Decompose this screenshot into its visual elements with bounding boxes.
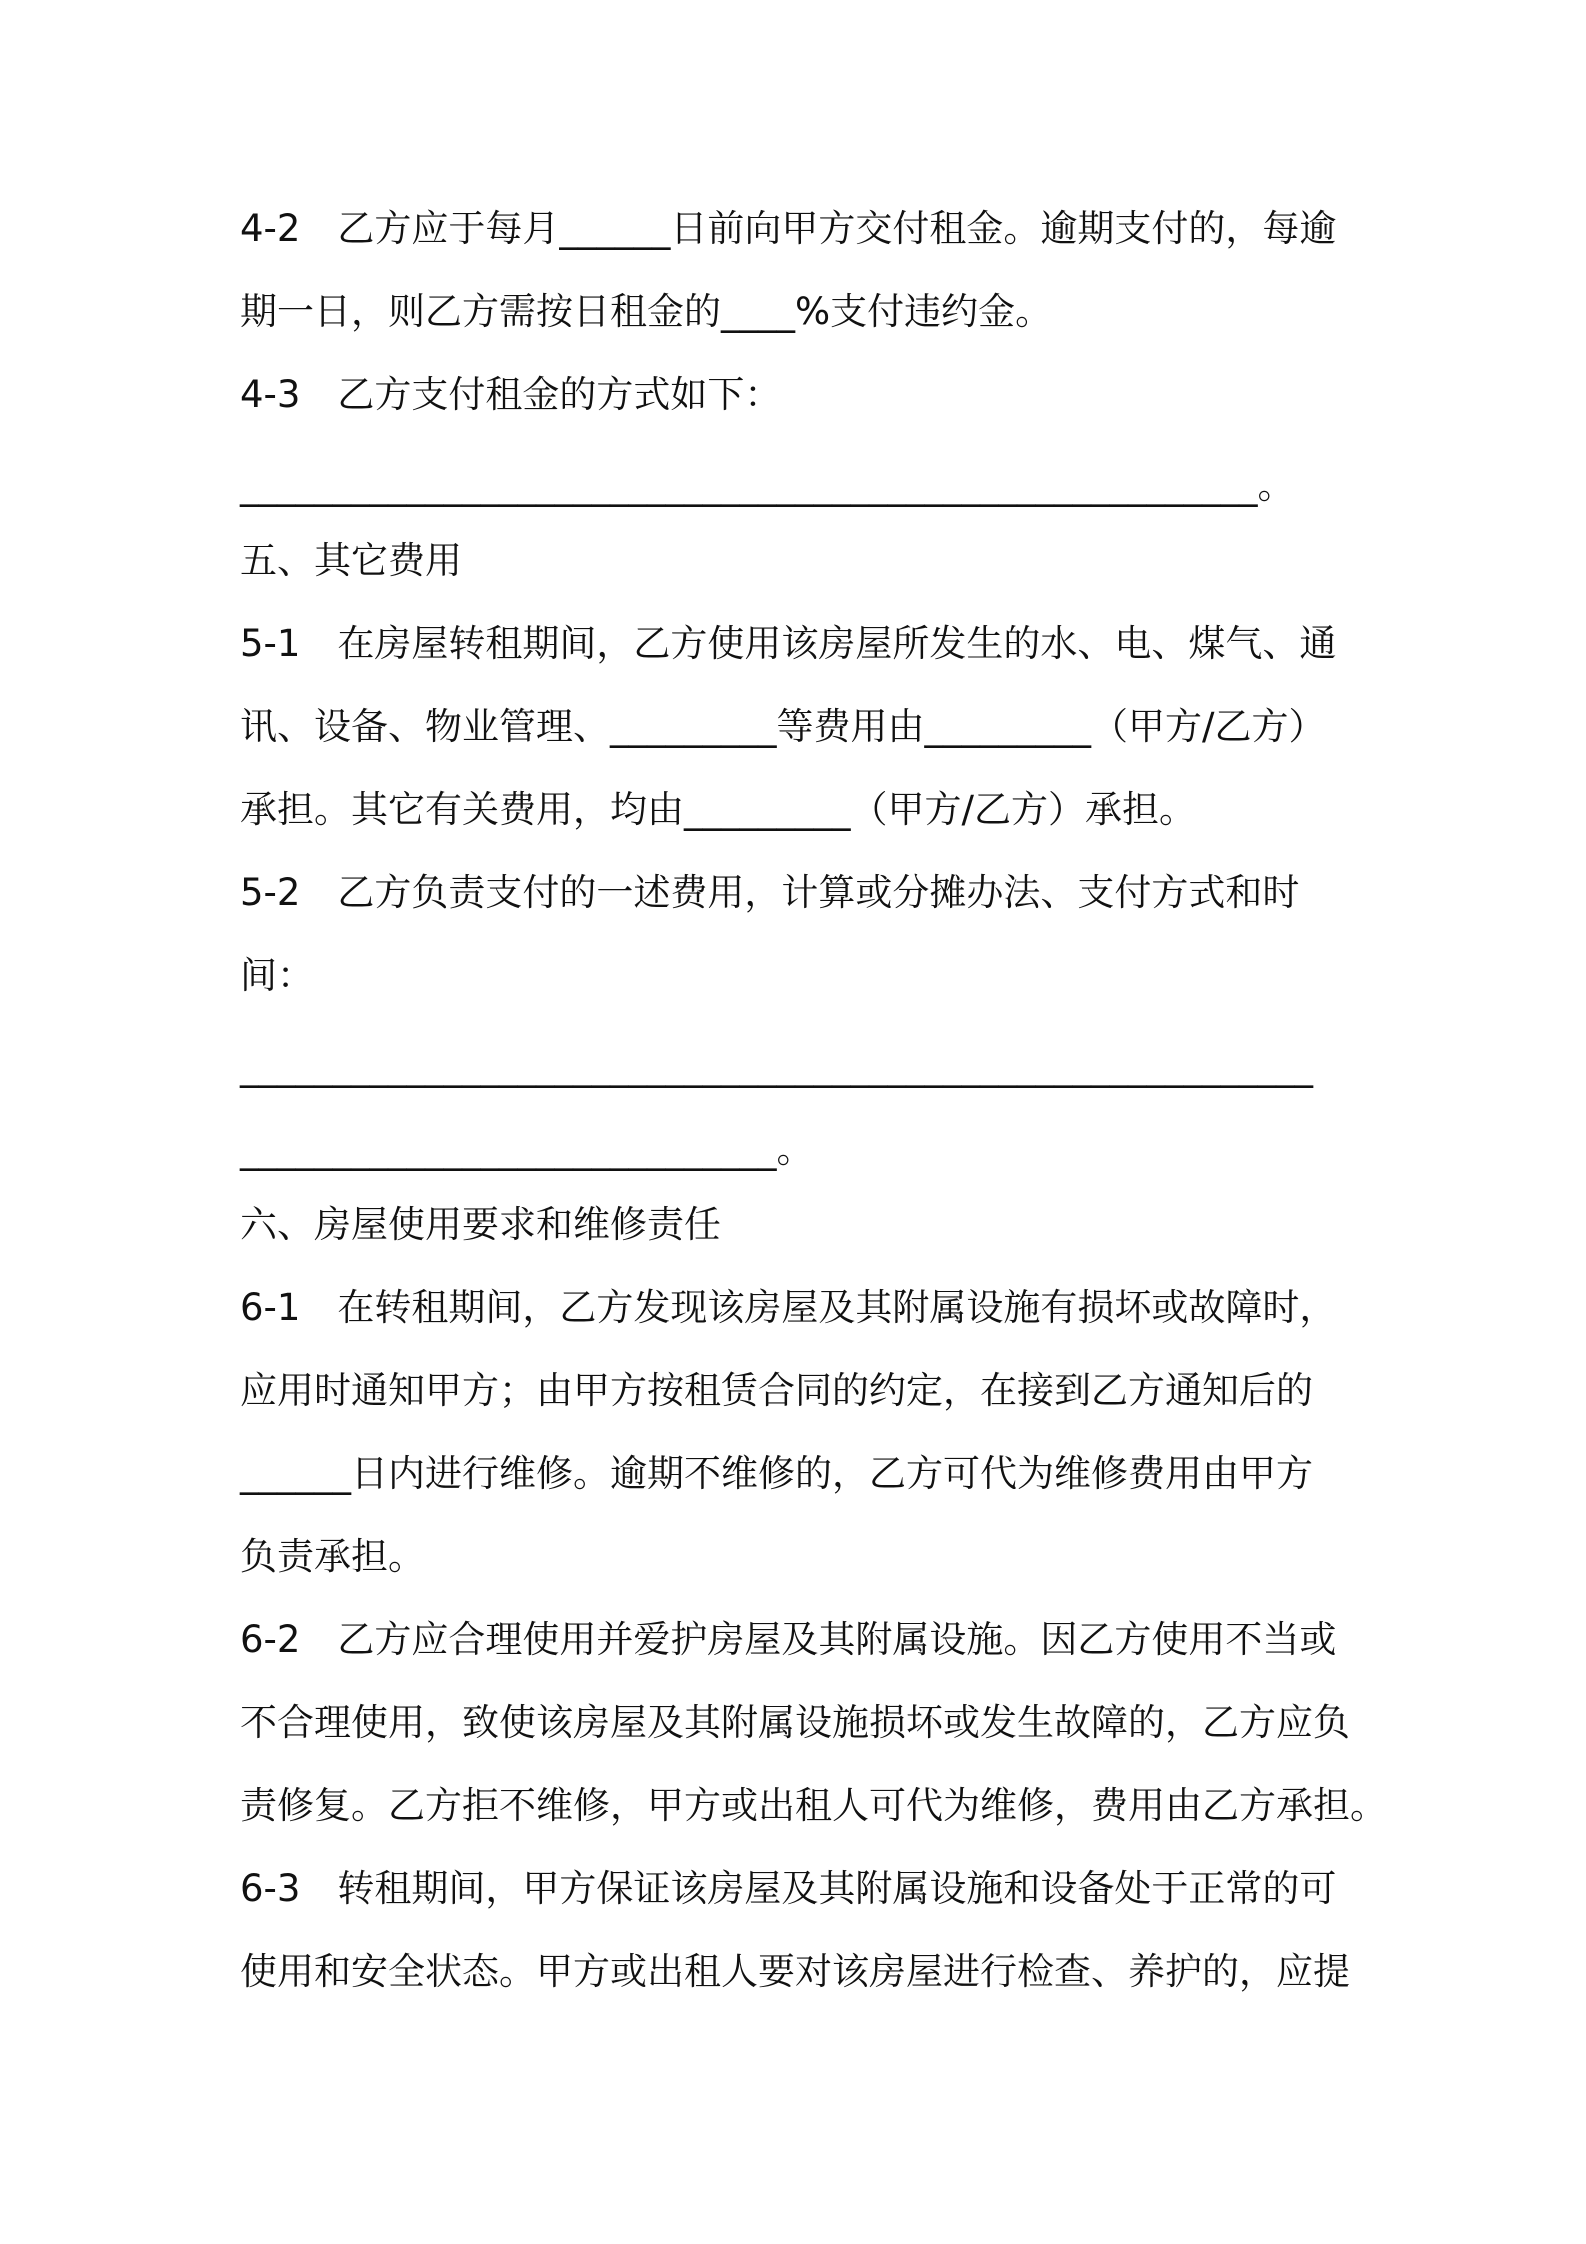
clause-6-1-line-3: ______日内进行维修。逾期不维修的，乙方可代为维修费用由甲方: [240, 1452, 1313, 1495]
clause-5-2-blank-line-1: __________________________________________________________: [240, 1045, 1313, 1088]
clause-6-2-line-2: 不合理使用，致使该房屋及其附属设施损坏或发生故障的，乙方应负: [240, 1701, 1350, 1744]
clause-6-1-line-4: 负责承担。: [240, 1535, 425, 1578]
clause-6-3-line-1: 6-3 转租期间，甲方保证该房屋及其附属设施和设备处于正常的可: [240, 1867, 1337, 1910]
clause-5-2-line-2: 间：: [240, 954, 314, 997]
clause-5-1-line-2: 讯、设备、物业管理、_________等费用由_________（甲方/乙方）: [240, 705, 1326, 748]
clause-5-2-line-1: 5-2 乙方负责支付的一述费用，计算或分摊办法、支付方式和时: [240, 871, 1300, 914]
section-heading-other-fees: 五、其它费用: [240, 539, 462, 582]
clause-4-3-line-1: 4-3 乙方支付租金的方式如下：: [240, 373, 782, 416]
clause-6-1-line-1: 6-1 在转租期间，乙方发现该房屋及其附属设施有损坏或故障时，: [240, 1286, 1337, 1329]
clause-5-1-line-1: 5-1 在房屋转租期间，乙方使用该房屋所发生的水、电、煤气、通: [240, 622, 1337, 665]
clause-5-1-line-3: 承担。其它有关费用，均由_________（甲方/乙方）承担。: [240, 788, 1196, 831]
clause-6-1-line-2: 应用时通知甲方；由甲方按租赁合同的约定，在接到乙方通知后的: [240, 1369, 1313, 1412]
clause-6-2-line-3: 责修复。乙方拒不维修，甲方或出租人可代为维修，费用由乙方承担。: [240, 1784, 1387, 1827]
clause-4-2-line-1: 4-2 乙方应于每月______日前向甲方交付租金。逾期支付的，每逾: [240, 207, 1337, 250]
clause-6-2-line-1: 6-2 乙方应合理使用并爱护房屋及其附属设施。因乙方使用不当或: [240, 1618, 1337, 1661]
clause-6-3-line-2: 使用和安全状态。甲方或出租人要对该房屋进行检查、养护的，应提: [240, 1950, 1350, 1993]
clause-4-2-line-2: 期一日，则乙方需按日租金的____%支付违约金。: [240, 290, 1053, 333]
section-heading-usage-maintenance: 六、房屋使用要求和维修责任: [240, 1203, 721, 1246]
clause-4-3-blank-line: _______________________________________________________。: [240, 464, 1295, 507]
clause-5-2-blank-line-2: _____________________________。: [240, 1128, 814, 1171]
